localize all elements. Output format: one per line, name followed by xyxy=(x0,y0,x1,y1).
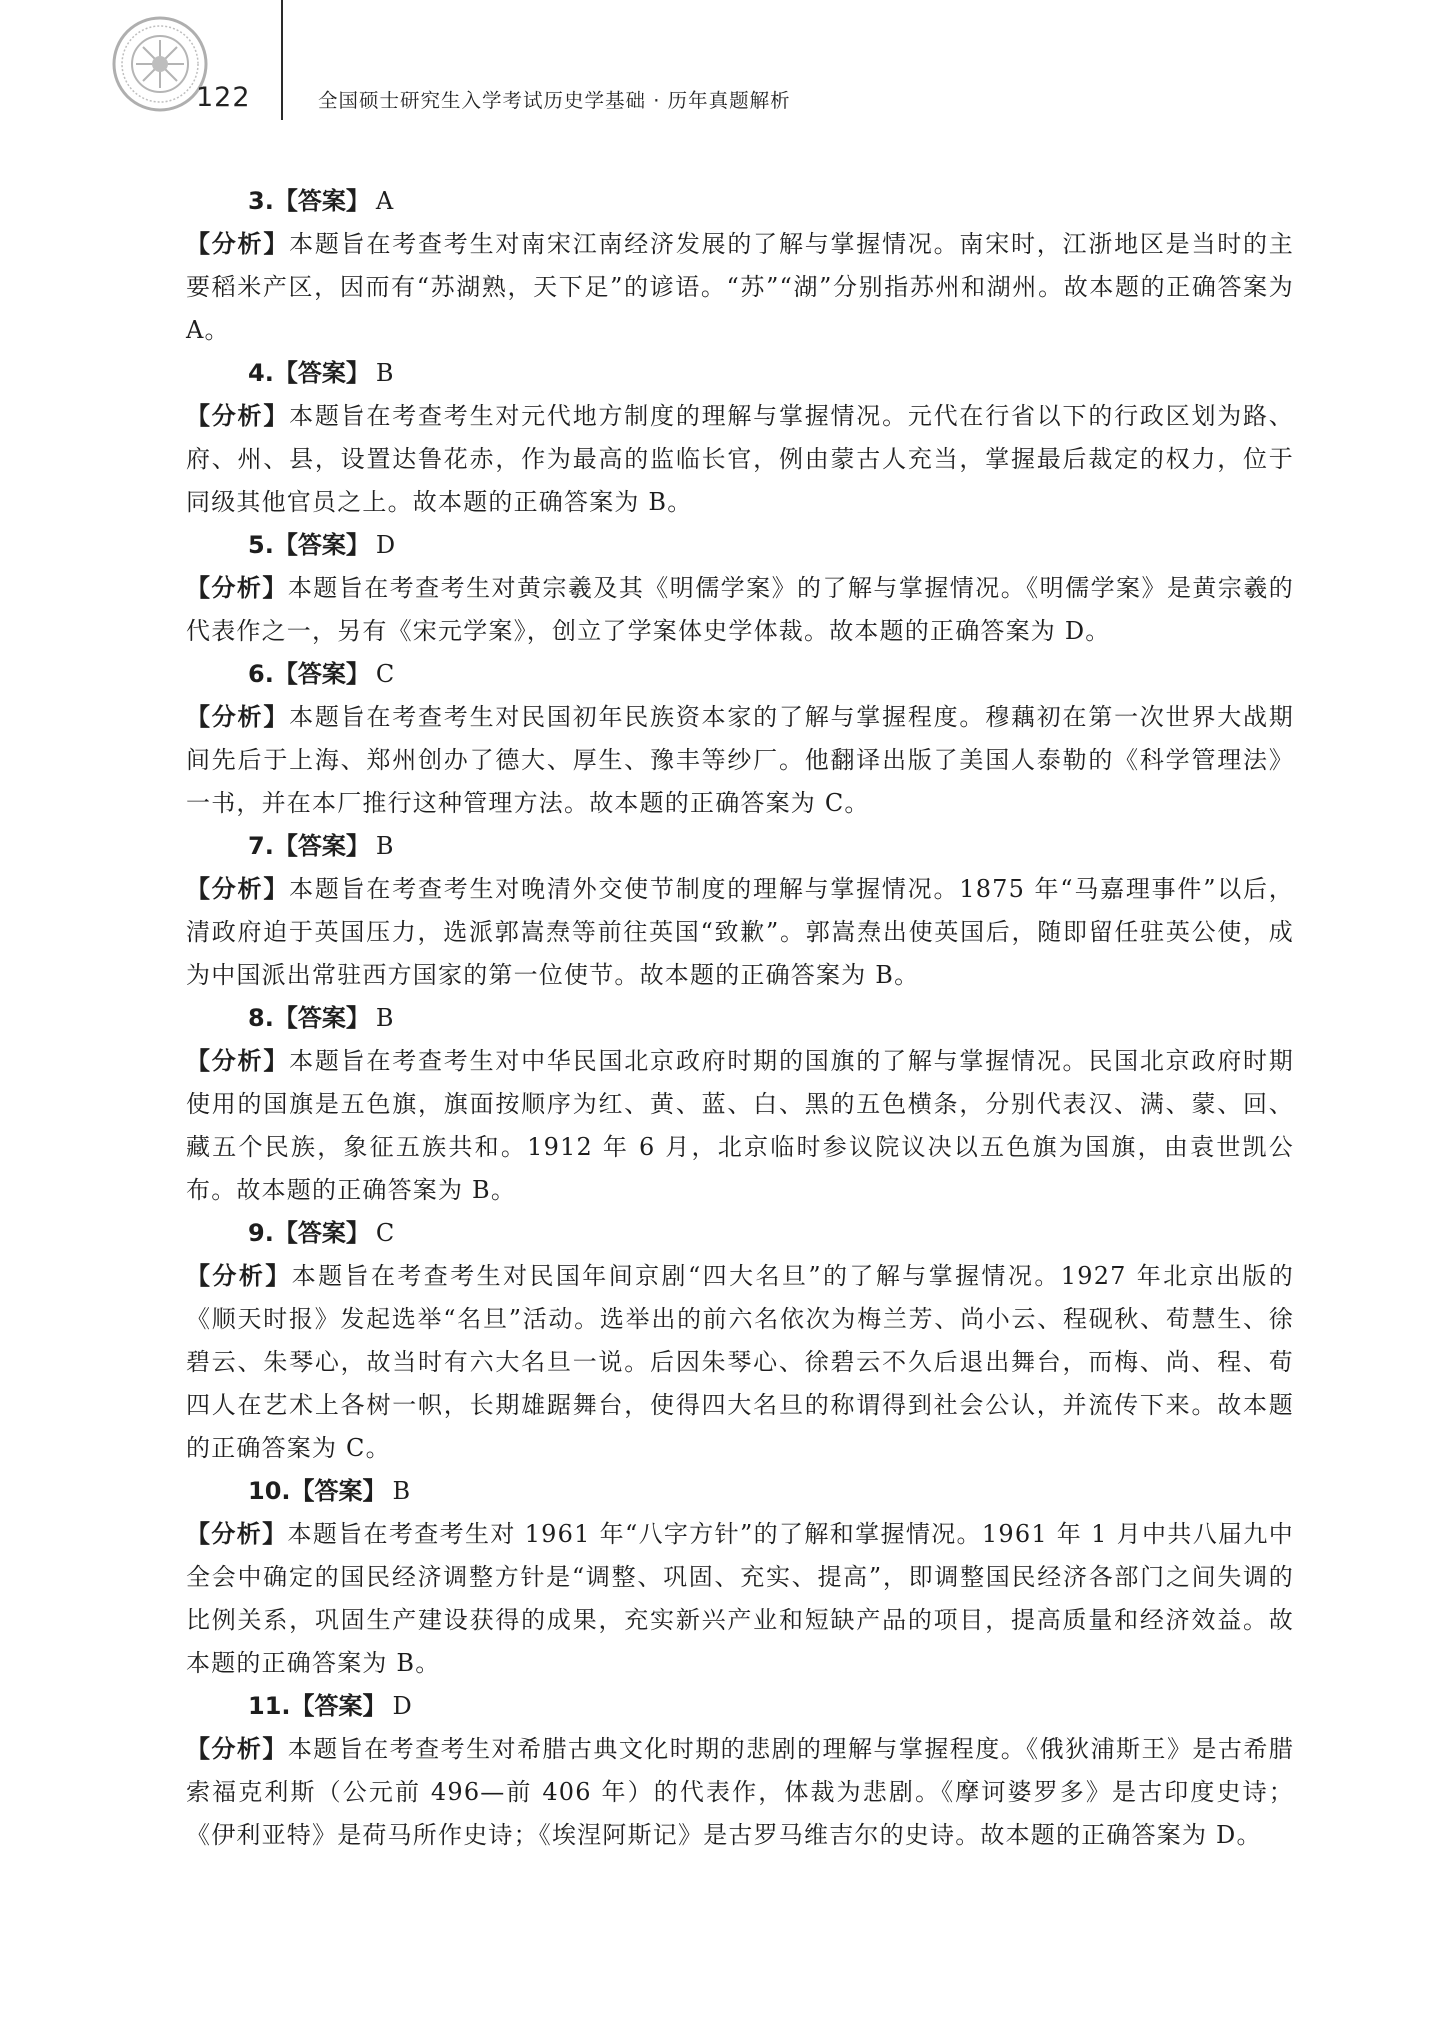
answer-label: 【答案】 xyxy=(290,1692,387,1720)
analysis-label: 【分析】 xyxy=(186,574,288,602)
question-11 xyxy=(186,1685,1294,1857)
answer-line xyxy=(186,1212,1294,1255)
question-4 xyxy=(186,352,1294,524)
analysis-label: 【分析】 xyxy=(186,230,290,258)
analysis-label: 【分析】 xyxy=(186,1262,292,1290)
analysis-text: 本题旨在考查考生对晚清外交使节制度的理解与掌握情况。1875 年“马嘉理事件”以后，清政府迫于英国压力，选派郭嵩焘等前往英国“致歉”。郭嵩焘出使英国后，随即留任驻英公使，成为中国派出常驻西方国家的第一位使节。故本题的正确答案为 B。 xyxy=(186,875,1294,989)
analysis-label: 【分析】 xyxy=(186,1520,288,1548)
answer-line xyxy=(186,653,1294,696)
answer-label: 【答案】 xyxy=(273,187,370,215)
analysis-text: 本题旨在考查考生对希腊古典文化时期的悲剧的理解与掌握程度。《俄狄浦斯王》是古希腊索福克利斯（公元前 496—前 406 年）的代表作，体裁为悲剧。《摩诃婆罗多》是古印度史诗；《伊利亚特》是荷马所作史诗；《埃涅阿斯记》是古罗马维吉尔的史诗。故本题的正确答案为 D。 xyxy=(186,1735,1294,1849)
answer-line xyxy=(186,997,1294,1040)
header-divider xyxy=(281,0,283,120)
answer-choice: D xyxy=(375,531,396,559)
question-7 xyxy=(186,825,1294,997)
answer-line xyxy=(186,352,1294,395)
question-number: 6. xyxy=(248,660,274,688)
answer-line xyxy=(186,1470,1294,1513)
running-title: 全国硕士研究生入学考试历史学基础 · 历年真题解析 xyxy=(318,89,791,112)
question-3 xyxy=(186,180,1294,352)
analysis-text: 本题旨在考查考生对黄宗羲及其《明儒学案》的了解与掌握情况。《明儒学案》是黄宗羲的代表作之一，另有《宋元学案》，创立了学案体史学体裁。故本题的正确答案为 D。 xyxy=(186,574,1294,645)
answer-choice: C xyxy=(375,1219,395,1247)
analysis-paragraph xyxy=(186,1040,1294,1212)
question-10 xyxy=(186,1470,1294,1685)
answer-line xyxy=(186,180,1294,223)
analysis-label: 【分析】 xyxy=(186,703,290,731)
analysis-text: 本题旨在考查考生对 1961 年“八字方针”的了解和掌握情况。1961 年 1 月中共八届九中全会中确定的国民经济调整方针是“调整、巩固、充实、提高”，即调整国民经济各部门之间失调的比例关系，巩固生产建设获得的成果，充实新兴产业和短缺产品的项目，提高质量和经济效益。故本题的正确答案为 B。 xyxy=(186,1520,1294,1677)
analysis-label: 【分析】 xyxy=(186,1735,288,1763)
answer-label: 【答案】 xyxy=(273,531,370,559)
answer-choice: B xyxy=(392,1477,411,1505)
analysis-label: 【分析】 xyxy=(186,402,290,430)
answer-choice: D xyxy=(392,1692,412,1720)
answer-explanations xyxy=(186,180,1294,1857)
answer-choice: B xyxy=(375,1004,394,1032)
question-number: 8. xyxy=(248,1004,274,1032)
analysis-text: 本题旨在考查考生对中华民国北京政府时期的国旗的了解与掌握情况。民国北京政府时期使用的国旗是五色旗，旗面按顺序为红、黄、蓝、白、黑的五色横条，分别代表汉、满、蒙、回、藏五个民族，象征五族共和。1912 年 6 月，北京临时参议院议决以五色旗为国旗，由袁世凯公布。故本题的正确答案为 B。 xyxy=(186,1047,1294,1204)
page-header xyxy=(0,0,1434,130)
analysis-text: 本题旨在考查考生对民国年间京剧“四大名旦”的了解与掌握情况。1927 年北京出版的《顺天时报》发起选举“名旦”活动。选举出的前六名依次为梅兰芳、尚小云、程砚秋、荀慧生、徐碧云、朱琴心，故当时有六大名旦一说。后因朱琴心、徐碧云不久后退出舞台，而梅、尚、程、荀四人在艺术上各树一帜，长期雄踞舞台，使得四大名旦的称谓得到社会公认，并流传下来。故本题的正确答案为 C。 xyxy=(186,1262,1294,1462)
analysis-text: 本题旨在考查考生对民国初年民族资本家的了解与掌握程度。穆藕初在第一次世界大战期间先后于上海、郑州创办了德大、厚生、豫丰等纱厂。他翻译出版了美国人泰勒的《科学管理法》一书，并在本厂推行这种管理方法。故本题的正确答案为 C。 xyxy=(186,703,1294,817)
answer-label: 【答案】 xyxy=(273,1219,370,1247)
question-number: 3. xyxy=(248,187,274,215)
analysis-paragraph xyxy=(186,567,1294,653)
answer-label: 【答案】 xyxy=(273,660,370,688)
question-6 xyxy=(186,653,1294,825)
question-number: 9. xyxy=(248,1219,274,1247)
question-8 xyxy=(186,997,1294,1212)
answer-choice: A xyxy=(375,187,394,215)
question-number: 4. xyxy=(248,359,274,387)
answer-label: 【答案】 xyxy=(273,832,370,860)
question-number: 10. xyxy=(248,1477,291,1505)
analysis-label: 【分析】 xyxy=(186,875,290,903)
analysis-text: 本题旨在考查考生对南宋江南经济发展的了解与掌握情况。南宋时，江浙地区是当时的主要稻米产区，因而有“苏湖熟，天下足”的谚语。“苏”“湖”分别指苏州和湖州。故本题的正确答案为 A。 xyxy=(186,230,1294,344)
question-number: 7. xyxy=(248,832,274,860)
analysis-paragraph xyxy=(186,868,1294,997)
analysis-paragraph xyxy=(186,696,1294,825)
library-seal-icon xyxy=(110,14,210,114)
analysis-paragraph xyxy=(186,1255,1294,1470)
analysis-paragraph xyxy=(186,223,1294,352)
question-5 xyxy=(186,524,1294,653)
analysis-label: 【分析】 xyxy=(186,1047,290,1075)
question-number: 5. xyxy=(248,531,274,559)
answer-label: 【答案】 xyxy=(290,1477,387,1505)
answer-line xyxy=(186,825,1294,868)
answer-label: 【答案】 xyxy=(273,1004,370,1032)
analysis-text: 本题旨在考查考生对元代地方制度的理解与掌握情况。元代在行省以下的行政区划为路、府、州、县，设置达鲁花赤，作为最高的监临长官，例由蒙古人充当，掌握最后裁定的权力，位于同级其他官员之上。故本题的正确答案为 B。 xyxy=(186,402,1294,516)
answer-choice: B xyxy=(375,359,394,387)
answer-line xyxy=(186,524,1294,567)
answer-choice: B xyxy=(375,832,394,860)
question-9 xyxy=(186,1212,1294,1470)
question-number: 11. xyxy=(248,1692,291,1720)
analysis-paragraph xyxy=(186,1728,1294,1857)
analysis-paragraph xyxy=(186,395,1294,524)
answer-label: 【答案】 xyxy=(273,359,370,387)
analysis-paragraph xyxy=(186,1513,1294,1685)
answer-choice: C xyxy=(375,660,395,688)
answer-line xyxy=(186,1685,1294,1728)
page-number: 122 xyxy=(196,82,251,113)
